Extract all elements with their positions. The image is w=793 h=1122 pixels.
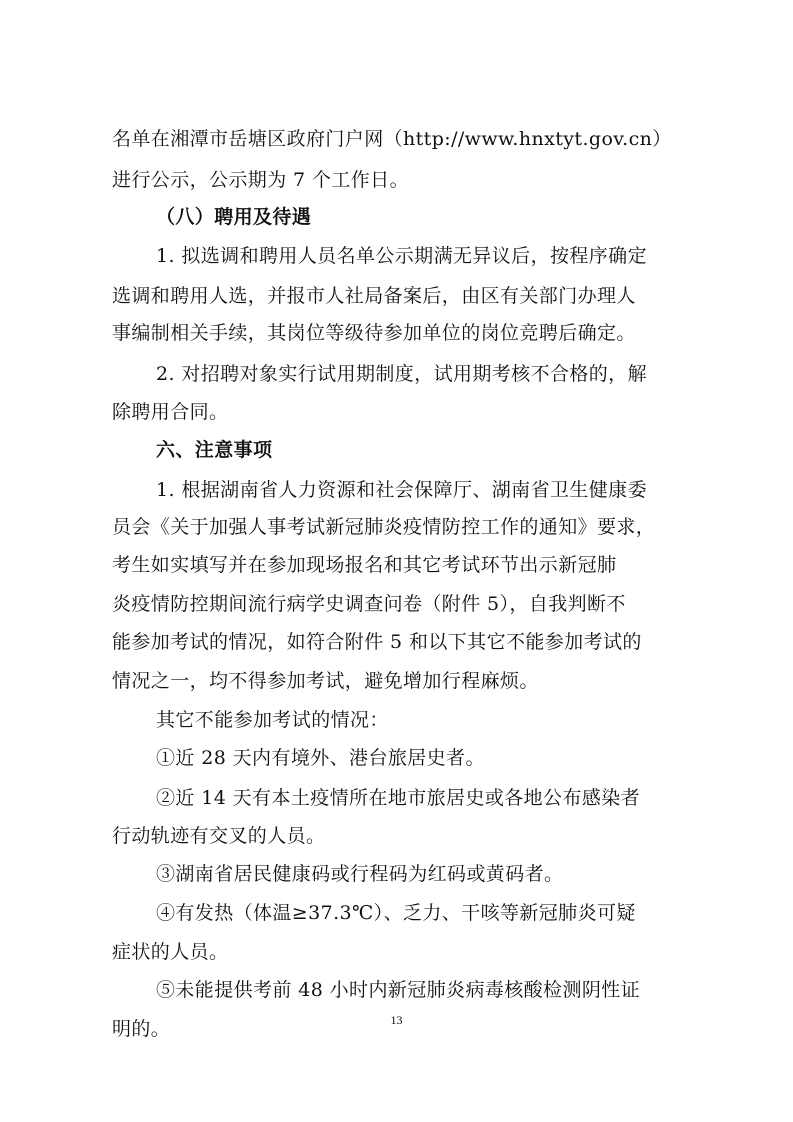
text-line: 明的。 [112, 1018, 171, 1040]
section-heading: （八）聘用及待遇 [156, 206, 312, 228]
section-heading: 六、注意事项 [156, 439, 273, 461]
text-line: 行动轨迹有交叉的人员。 [112, 825, 326, 847]
text-line: 事编制相关手续，其岗位等级待参加单位的岗位竞聘后确定。 [112, 322, 636, 344]
text-line: 1. 根据湖南省人力资源和社会保障厅、湖南省卫生健康委 [156, 479, 647, 501]
text-line: 考生如实填写并在参加现场报名和其它考试环节出示新冠肺 [112, 554, 617, 576]
text-line: 情况之一，均不得参加考试，避免增加行程麻烦。 [112, 670, 539, 692]
list-item: ④有发热（体温≥37.3℃）、乏力、干咳等新冠肺炎可疑 [156, 902, 636, 924]
list-item: ⑤未能提供考前 48 小时内新冠肺炎病毒核酸检测阴性证 [156, 979, 641, 1001]
text-line: 员会《关于加强人事考试新冠肺炎疫情防控工作的通知》要求， [112, 516, 656, 538]
text-line: 1. 拟选调和聘用人员名单公示期满无异议后，按程序确定 [156, 245, 647, 267]
list-item: ③湖南省居民健康码或行程码为红码或黄码者。 [156, 863, 564, 885]
text-line: 选调和聘用人选，并报市人社局备案后，由区有关部门办理人 [112, 285, 636, 307]
text-line: 症状的人员。 [112, 941, 229, 963]
list-item: ①近 28 天内有境外、港台旅居史者。 [156, 747, 485, 769]
text-line: 进行公示，公示期为 7 个工作日。 [112, 169, 409, 191]
text-line: 名单在湘潭市岳塘区政府门户网（http://www.hnxtyt.gov.cn） [112, 128, 672, 150]
text-line: 2. 对招聘对象实行试用期制度，试用期考核不合格的，解 [156, 363, 647, 385]
list-item: ②近 14 天有本土疫情所在地市旅居史或各地公布感染者 [156, 787, 641, 809]
text-line: 炎疫情防控期间流行病学史调查问卷（附件 5），自我判断不 [112, 593, 626, 615]
page-number: 13 [390, 1013, 403, 1027]
text-line: 能参加考试的情况，如符合附件 5 和以下其它不能参加考试的 [112, 631, 642, 653]
text-line: 其它不能参加考试的情况： [156, 709, 389, 731]
text-line: 除聘用合同。 [112, 401, 229, 423]
